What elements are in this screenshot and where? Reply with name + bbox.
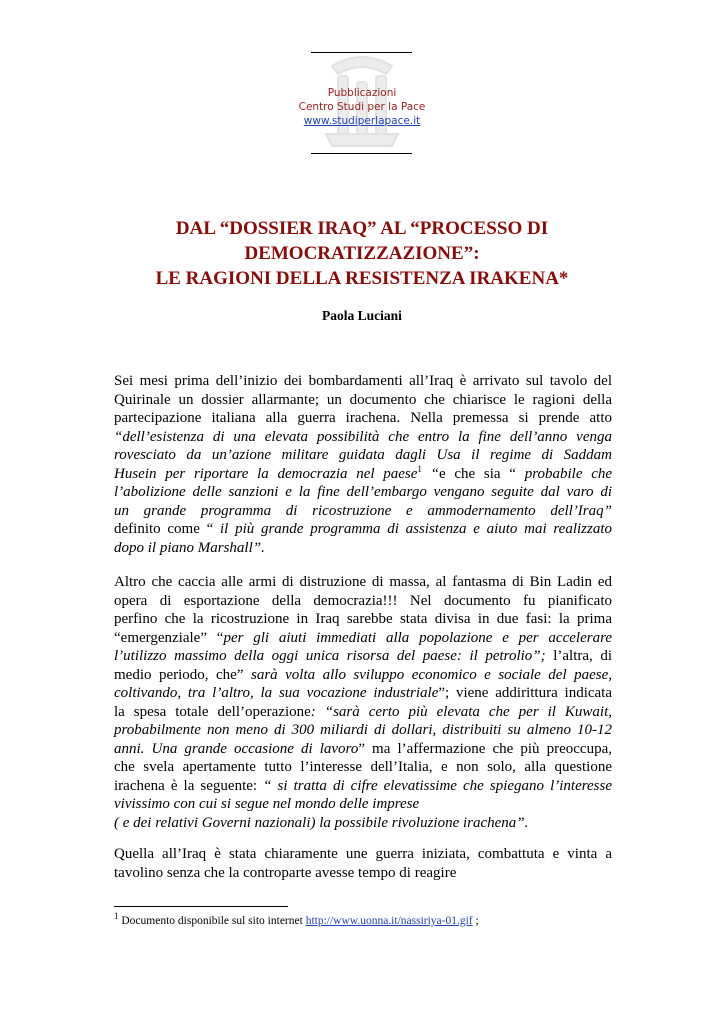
footnote-number: 1 bbox=[114, 911, 119, 922]
plain-text: la spesa totale dell’operazione bbox=[114, 703, 311, 720]
text-line bbox=[114, 428, 612, 447]
text-line bbox=[114, 777, 612, 796]
quote-text: vivissimo con cui si segue nel mondo delle imprese bbox=[114, 796, 420, 812]
quote-text: “ si tratta di cifre elevatissime che spiegano l’interesse bbox=[263, 777, 613, 794]
quote-text: ( e dei relativi Governi nazionali) la possibile rivoluzione irachena”. bbox=[114, 814, 529, 831]
text-line bbox=[114, 502, 612, 521]
text-line bbox=[114, 465, 612, 484]
text-line bbox=[114, 814, 612, 833]
plain-text: ” ma l’affermazione che più preoccupa, bbox=[358, 740, 612, 757]
plain-text: medio periodo, che” bbox=[114, 666, 251, 683]
text-line: Quella all’Iraq è stata chiaramente une guerra iniziata, combattuta e vinta a bbox=[114, 846, 612, 862]
text-line bbox=[114, 666, 612, 685]
quote-mark: “ bbox=[421, 465, 439, 482]
text-line: che svela apertamente tutto l’interesse dell’Italia, e non solo, alla questione bbox=[114, 759, 612, 775]
quote-text: dopo il piano Marshall”. bbox=[114, 539, 265, 556]
title-line-2: DEMOCRATIZZAZIONE”: bbox=[244, 243, 480, 264]
text-line: perfino che la ricostruzione in Iraq sarebbe stata divisa in due fasi: la prima bbox=[114, 611, 612, 627]
paragraph-3 bbox=[114, 845, 612, 882]
quote-text: coltivando, tra l’altro, la sua vocazione industriale bbox=[114, 685, 439, 701]
text-line bbox=[114, 647, 612, 666]
header-bottom-rule bbox=[311, 153, 412, 154]
title-line-3: LE RAGIONI DELLA RESISTENZA IRAKENA* bbox=[155, 268, 569, 289]
quote-text: l’utilizzo massimo della oggi unica risorsa del paese: il petrolio”; bbox=[114, 648, 546, 664]
quote-text: “dell’esistenza di una elevata possibilità che entro la fine dell’anno venga bbox=[114, 428, 612, 445]
text-line bbox=[114, 446, 612, 465]
text-line bbox=[114, 684, 612, 703]
text-line: tavolino senza che la controparte avesse tempo di reagire bbox=[114, 864, 457, 881]
text-line: opera di esportazione della democrazia!!! Nel documento fu pianificato bbox=[114, 592, 612, 609]
text-line bbox=[114, 483, 612, 502]
plain-text: “emergenziale” “ bbox=[114, 629, 224, 646]
text-line: Quirinale un dossier allarmante; un documento che chiarisce le ragioni della bbox=[114, 391, 612, 408]
footnote-separator bbox=[114, 906, 288, 907]
header-website-link[interactable]: www.studiperlapace.it bbox=[303, 115, 421, 127]
text-line bbox=[114, 629, 612, 648]
quote-text: il più grande programma di assistenza e aiuto mai realizzato bbox=[220, 521, 612, 537]
title-line-1: DAL “DOSSIER IRAQ” AL “PROCESSO DI bbox=[175, 218, 549, 239]
document-title bbox=[80, 216, 644, 291]
quote-text: l’abolizione delle sanzioni e la fine dell’embargo vengano seguite dal varo di bbox=[114, 484, 612, 500]
author-name: Paola Luciani bbox=[322, 308, 402, 323]
plain-text: ”; viene addirittura indicata bbox=[438, 685, 612, 701]
quote-text: probabile che bbox=[524, 465, 613, 482]
text-line bbox=[114, 703, 612, 722]
quote-text: probabilmente non meno di 300 miliardi di dollari, distribuiti su almeno 10-12 bbox=[114, 722, 612, 738]
footnote-marker[interactable]: 1 bbox=[417, 463, 422, 474]
quote-text: per gli aiuti immediati alla popolazione e per accelerare bbox=[223, 629, 613, 646]
quote-text: anni. Una grande occasione di lavoro bbox=[114, 740, 359, 757]
paragraph-1 bbox=[114, 372, 612, 557]
plain-text: definito come “ bbox=[114, 521, 220, 537]
text-line: Sei mesi prima dell’inizio dei bombardamenti all’Iraq è arrivato sul tavolo del bbox=[114, 373, 612, 389]
paragraph-2 bbox=[114, 573, 612, 832]
text-line: partecipazione italiana alla guerra irachena. Nella premessa si prende atto bbox=[114, 410, 612, 426]
footnote-text: Documento disponibile sul sito internet bbox=[118, 915, 306, 927]
text-line bbox=[114, 539, 612, 558]
header-publications: Pubblicazioni bbox=[327, 87, 397, 99]
publisher-header bbox=[262, 86, 462, 128]
quote-text: Husein per riportare la democrazia nel paese bbox=[114, 465, 418, 482]
plain-text: irachena è la seguente: bbox=[114, 777, 264, 794]
header-centre-name: Centro Studi per la Pace bbox=[298, 101, 426, 113]
footnote-link[interactable]: http://www.uonna.it/nassiriya-01.gif bbox=[305, 915, 473, 927]
plain-text: l’altra, di bbox=[545, 648, 612, 664]
plain-text: e che sia “ bbox=[439, 465, 525, 482]
quote-text: : “sarà certo più elevata che per il Kuwait, bbox=[310, 703, 612, 720]
text-line bbox=[114, 520, 612, 539]
text-line bbox=[114, 795, 612, 814]
footnote-tail: ; bbox=[472, 915, 479, 927]
quote-text: rovesciato da un’azione militare guidata dagli Usa il regime di Saddam bbox=[114, 447, 612, 463]
text-line bbox=[114, 721, 612, 740]
footnote bbox=[114, 911, 614, 929]
text-line: Altro che caccia alle armi di distruzione di massa, al fantasma di Bin Ladin ed bbox=[114, 574, 612, 590]
text-line bbox=[114, 740, 612, 759]
quote-text: sarà volta allo sviluppo economico e sociale del paese, bbox=[250, 666, 612, 683]
quote-text: un grande programma di ricostruzione e ammodernamento dell’Iraq” bbox=[114, 502, 612, 519]
